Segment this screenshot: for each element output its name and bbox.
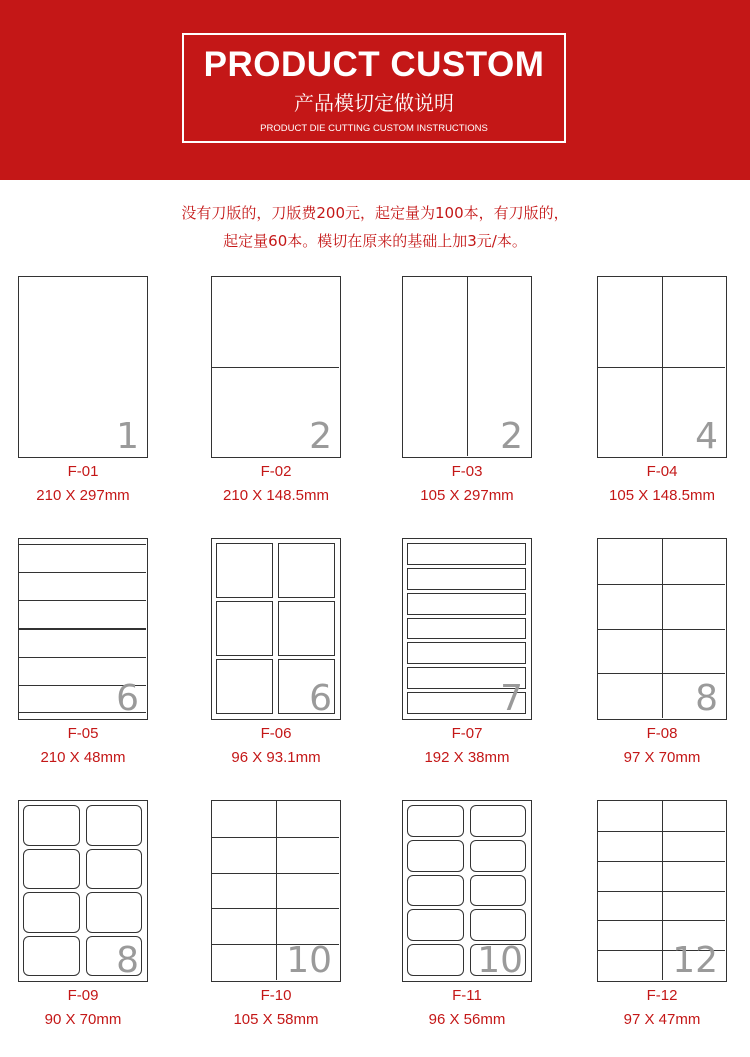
label-cell <box>662 861 726 892</box>
label-cell <box>212 944 277 980</box>
template-sheet <box>211 800 341 982</box>
template-code: F-12 <box>646 987 678 1004</box>
pricing-note-line-1: 没有刀版的，刀版费200元，起定量为100本，有刀版的， <box>181 204 569 222</box>
template-item-f-10[interactable] <box>211 800 341 1032</box>
template-item-f-05[interactable] <box>18 538 148 770</box>
template-sheet <box>18 538 148 720</box>
template-sheet <box>211 276 341 458</box>
template-item-f-11[interactable] <box>402 800 532 1032</box>
template-code: F-11 <box>452 987 482 1004</box>
template-size: 105 X 58mm <box>233 1011 319 1028</box>
page-subtitle-en: PRODUCT DIE CUTTING CUSTOM INSTRUCTIONS <box>260 123 488 134</box>
label-cell <box>19 544 146 573</box>
template-sheet <box>402 276 532 458</box>
template-size: 210 X 148.5mm <box>223 487 329 504</box>
template-code: F-03 <box>451 463 483 480</box>
label-cell <box>598 539 663 585</box>
label-cell <box>407 543 526 565</box>
label-cell <box>212 873 277 910</box>
label-cell <box>407 568 526 590</box>
label-cell <box>662 831 726 862</box>
label-cell <box>598 920 663 951</box>
template-size: 97 X 47mm <box>623 1011 701 1028</box>
label-count-number: 4 <box>695 416 718 457</box>
template-size: 96 X 56mm <box>428 1011 506 1028</box>
template-sheet <box>402 800 532 982</box>
label-cell <box>216 543 273 598</box>
template-sheet <box>18 800 148 982</box>
label-cell <box>598 861 663 892</box>
label-cell <box>212 908 277 945</box>
label-cell <box>19 572 146 601</box>
label-cell <box>216 601 273 656</box>
label-cell <box>212 837 277 874</box>
label-cell <box>212 277 339 368</box>
label-cell <box>23 936 80 977</box>
label-cell <box>662 584 726 630</box>
template-size: 90 X 70mm <box>44 1011 122 1028</box>
label-count-number: 6 <box>309 678 332 719</box>
template-code: F-05 <box>67 725 99 742</box>
template-item-f-04[interactable] <box>597 276 727 508</box>
template-sheet <box>18 276 148 458</box>
label-cell <box>598 584 663 630</box>
label-count-number: 7 <box>500 678 523 719</box>
label-cell <box>662 801 726 832</box>
pricing-note-line-2: 起定量60本。模切在原来的基础上加3元/本。 <box>223 232 527 250</box>
template-code: F-01 <box>67 463 99 480</box>
template-size: 105 X 148.5mm <box>609 487 715 504</box>
label-cell <box>86 849 143 890</box>
label-cell <box>598 831 663 862</box>
template-size: 96 X 93.1mm <box>231 749 321 766</box>
template-size: 210 X 297mm <box>36 487 130 504</box>
label-cell <box>598 801 663 832</box>
label-cell <box>598 891 663 922</box>
label-cell <box>216 659 273 714</box>
label-cell <box>407 805 464 837</box>
label-cell <box>470 875 527 907</box>
label-count-number: 10 <box>286 940 332 981</box>
label-cell <box>403 277 468 456</box>
label-cell <box>23 849 80 890</box>
label-cell <box>662 539 726 585</box>
template-code: F-09 <box>67 987 99 1004</box>
label-cell <box>212 801 277 838</box>
template-item-f-06[interactable] <box>211 538 341 770</box>
template-sheet <box>211 538 341 720</box>
template-sheet <box>597 276 727 458</box>
label-cell <box>278 601 335 656</box>
template-size: 105 X 297mm <box>420 487 514 504</box>
label-cell <box>470 805 527 837</box>
label-cell <box>470 909 527 941</box>
label-cell <box>407 593 526 615</box>
template-code: F-06 <box>260 725 292 742</box>
label-cell <box>407 875 464 907</box>
label-cell <box>407 944 464 976</box>
template-code: F-08 <box>646 725 678 742</box>
label-cell <box>276 873 340 910</box>
label-count-number: 2 <box>309 416 332 457</box>
label-cell <box>86 805 143 846</box>
page-subtitle-cn: 产品模切定做说明 <box>294 91 454 115</box>
label-cell <box>86 892 143 933</box>
template-code: F-07 <box>451 725 483 742</box>
page-title: PRODUCT CUSTOM <box>203 45 545 84</box>
label-cell <box>19 600 146 629</box>
label-count-number: 8 <box>116 940 139 981</box>
label-count-number: 10 <box>477 940 523 981</box>
template-sheet <box>597 800 727 982</box>
label-cell <box>470 840 527 872</box>
template-code: F-10 <box>260 987 292 1004</box>
template-item-f-07[interactable] <box>402 538 532 770</box>
label-count-number: 2 <box>500 416 523 457</box>
label-cell <box>598 629 663 675</box>
template-item-f-12[interactable] <box>597 800 727 1032</box>
label-cell <box>407 840 464 872</box>
label-count-number: 8 <box>695 678 718 719</box>
label-cell <box>598 950 663 980</box>
template-item-f-03[interactable] <box>402 276 532 508</box>
label-count-number: 1 <box>116 416 139 457</box>
label-cell <box>407 618 526 640</box>
template-item-f-09[interactable] <box>18 800 148 1032</box>
template-size: 192 X 38mm <box>424 749 510 766</box>
template-size: 97 X 70mm <box>623 749 701 766</box>
template-item-f-08[interactable] <box>597 538 727 770</box>
label-cell <box>276 837 340 874</box>
template-item-f-02[interactable] <box>211 276 341 508</box>
label-cell <box>407 909 464 941</box>
label-cell <box>598 367 663 457</box>
label-cell <box>662 629 726 675</box>
label-cell <box>662 277 726 368</box>
template-code: F-02 <box>260 463 292 480</box>
label-cell <box>278 543 335 598</box>
label-cell <box>598 673 663 718</box>
template-code: F-04 <box>646 463 678 480</box>
template-size: 210 X 48mm <box>40 749 126 766</box>
label-cell <box>407 642 526 664</box>
label-cell <box>19 629 146 658</box>
label-count-number: 12 <box>672 940 718 981</box>
label-count-number: 6 <box>116 678 139 719</box>
label-cell <box>23 892 80 933</box>
label-cell <box>598 277 663 368</box>
template-sheet <box>402 538 532 720</box>
label-cell <box>662 891 726 922</box>
label-cell <box>23 805 80 846</box>
template-sheet <box>597 538 727 720</box>
label-cell <box>276 801 340 838</box>
template-item-f-01[interactable] <box>18 276 148 508</box>
